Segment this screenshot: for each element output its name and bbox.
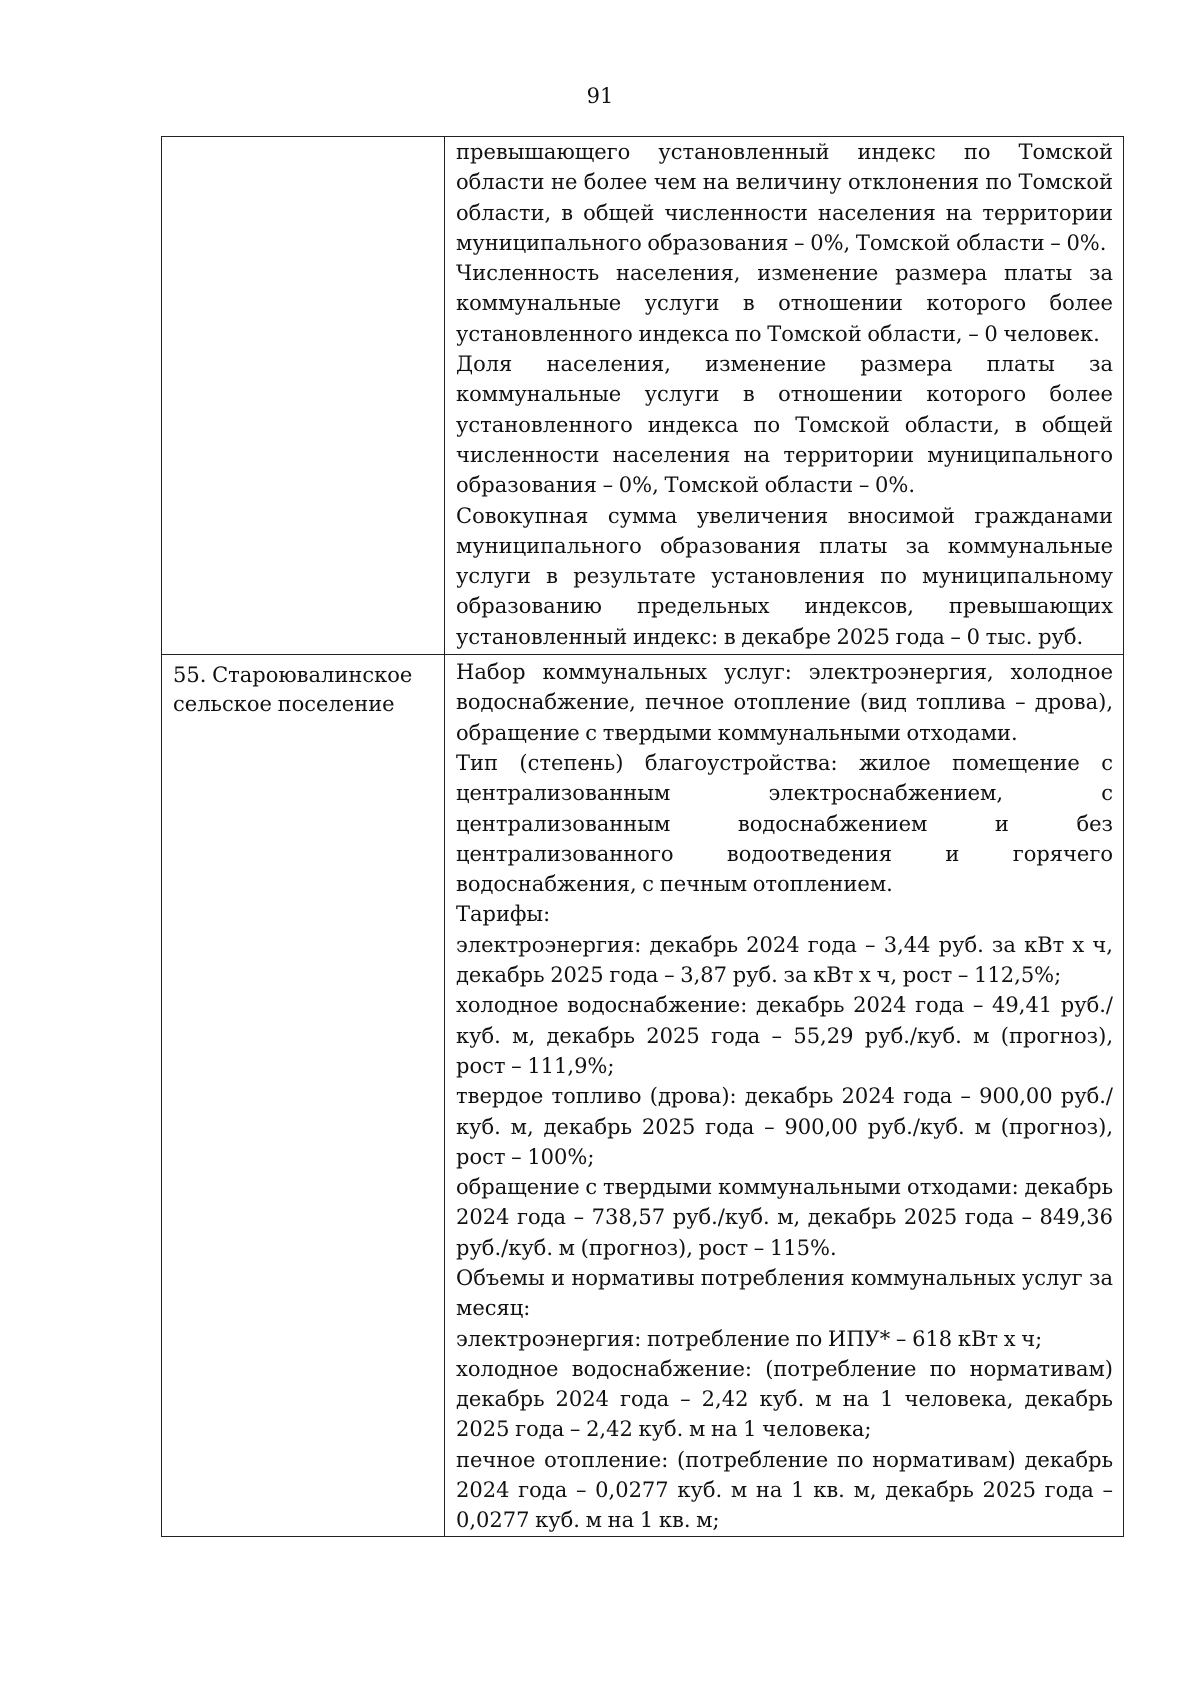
description-cell bbox=[445, 655, 1124, 1537]
paragraph: Тарифы: bbox=[456, 902, 551, 927]
paragraph: Численность населения, изменение размера платы за коммунальные услуги в отношении которого более установленного индекса по Томской области, – 0 человек. bbox=[456, 261, 1113, 346]
paragraph: печное отопление: (потребление по нормативам) декабрь 2024 года – 0,0277 куб. м на 1 кв. м, декабрь 2025 года – 0,0277 куб. м на 1 кв. м; bbox=[456, 1447, 1113, 1533]
municipality-name bbox=[162, 137, 444, 149]
municipality-cell bbox=[162, 655, 445, 1537]
paragraph: холодное водоснабжение: декабрь 2024 года – 49,41 руб./куб. м, декабрь 2025 года – 55,29 руб./куб. м (прогноз), рост – 111,9%; bbox=[456, 993, 1113, 1078]
paragraph: холодное водоснабжение: (потребление по нормативам) декабрь 2024 года – 2,42 куб. м на 1 человека, декабрь 2025 года – 2,42 куб. м на 1 человека; bbox=[456, 1356, 1113, 1442]
paragraph: Набор коммунальных услуг: электроэнергия, холодное водоснабжение, печное отопление (вид топлива – дрова), обращение с твердыми коммунальными отходами. bbox=[456, 660, 1113, 745]
table-row bbox=[162, 655, 1124, 1537]
paragraph: твердое топливо (дрова): декабрь 2024 года – 900,00 руб./куб. м, декабрь 2025 года – 900,00 руб./куб. м (прогноз), рост – 100%; bbox=[456, 1084, 1113, 1169]
paragraph: электроэнергия: декабрь 2024 года – 3,44 руб. за кВт х ч, декабрь 2025 года – 3,87 руб. за кВт х ч, рост – 112,5%; bbox=[456, 932, 1113, 988]
paragraph: Объемы и нормативы потребления коммунальных услуг за месяц: bbox=[456, 1265, 1113, 1321]
paragraph: электроэнергия: потребление по ИПУ* – 618 кВт х ч; bbox=[456, 1326, 1043, 1351]
municipality-name: 55. Староювалинское сельское поселение bbox=[173, 663, 413, 717]
table-row bbox=[162, 137, 1124, 655]
paragraph: Совокупная сумма увеличения вносимой гражданами муниципального образования платы за коммунальные услуги в результате установления по муниципальному образованию предельных индексов, превышающих установленный индекс: в декабре 2025 года – 0 тыс. руб. bbox=[456, 503, 1113, 649]
paragraph: Тип (степень) благоустройства: жилое помещение с централизованным электроснабжением, с централизованным водоснабжением и без централизованного водоотведения и горячего водоснабжения, с печным отоплением. bbox=[456, 750, 1113, 897]
paragraph: превышающего установленный индекс по Томской области не более чем на величину отклонения по Томской области, в общей численности населения на территории муниципального образования – 0%, Томской области – 0%. bbox=[456, 140, 1113, 255]
paragraph: Доля населения, изменение размера платы за коммунальные услуги в отношении которого более установленного индекса по Томской области, в общей численности населения на территории муниципального образования – 0%, Томской области – 0%. bbox=[456, 352, 1113, 498]
tariff-table bbox=[161, 136, 1124, 1537]
description-cell bbox=[445, 137, 1124, 655]
page-number: 91 bbox=[586, 84, 614, 108]
municipality-cell bbox=[162, 137, 445, 655]
paragraph: обращение с твердыми коммунальными отходами: декабрь 2024 года – 738,57 руб./куб. м, декабрь 2025 года – 849,36 руб./куб. м (прогноз), рост – 115%. bbox=[456, 1175, 1113, 1260]
